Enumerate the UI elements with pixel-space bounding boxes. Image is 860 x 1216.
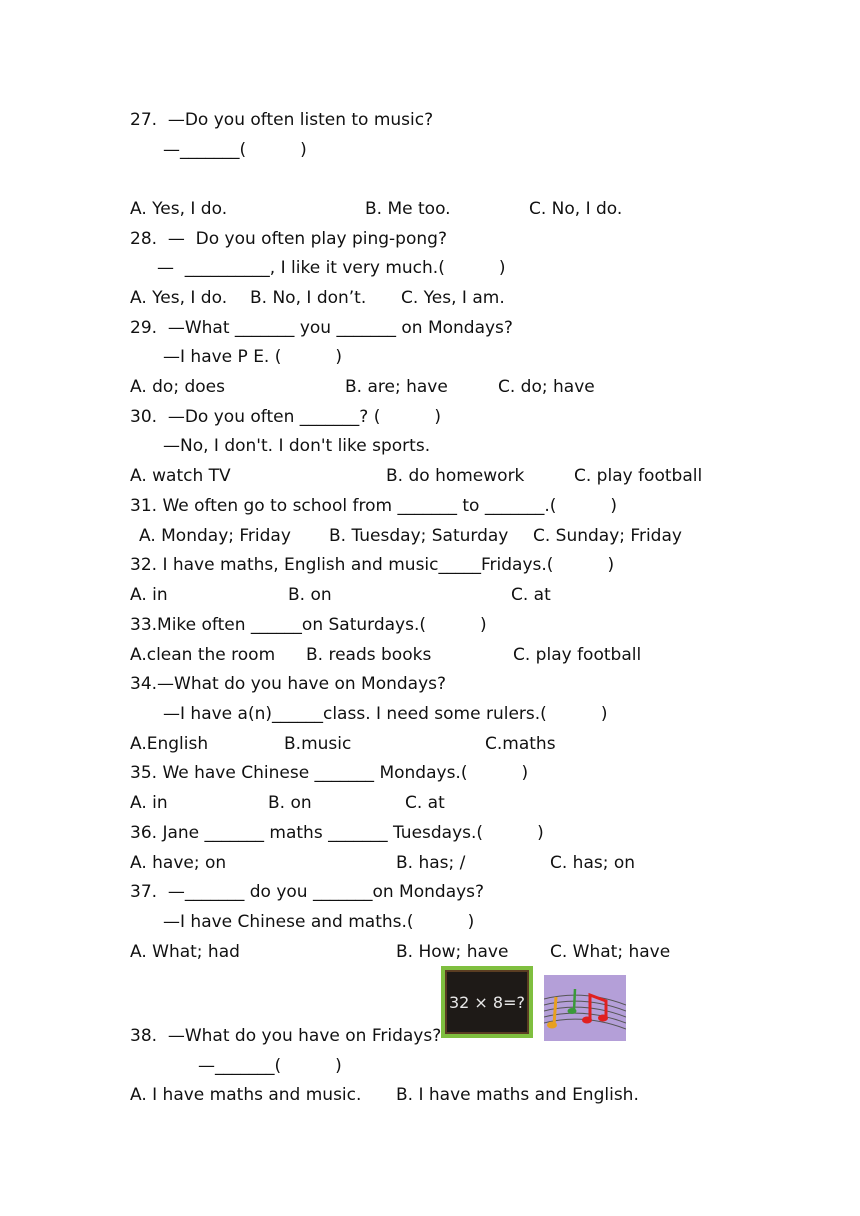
q30-option-a: A. watch TV <box>130 466 231 486</box>
q28-option-b: B. No, I don’t. <box>250 288 367 308</box>
q31-option-c: C. Sunday; Friday <box>533 526 682 546</box>
q34-option-c: C.maths <box>485 734 556 754</box>
q33-option-b: B. reads books <box>306 645 432 665</box>
q27-answer-line: —_______( ) <box>163 140 307 160</box>
q37-option-c: C. What; have <box>550 942 671 962</box>
q29-option-b: B. are; have <box>345 377 448 397</box>
q34-option-a: A.English <box>130 734 209 754</box>
q28-option-a: A. Yes, I do. <box>130 288 228 308</box>
q31-question: 31. We often go to school from _______ to _______.( ) <box>130 496 618 516</box>
q32-question: 32. I have maths, English and music_____Fridays.( ) <box>130 555 615 575</box>
blackboard-image <box>441 966 533 1038</box>
q29-question: 29. —What _______ you _______ on Mondays? <box>130 318 513 338</box>
q38-option-a: A. I have maths and music. <box>130 1085 362 1105</box>
q35-question: 35. We have Chinese _______ Mondays.( ) <box>130 763 529 783</box>
q36-question: 36. Jane _______ maths _______ Tuesdays.( ) <box>130 823 544 843</box>
q34-answer-line: —I have a(n)______class. I need some rulers.( ) <box>163 704 608 724</box>
q35-option-c: C. at <box>405 793 445 813</box>
q27-option-b: B. Me too. <box>365 199 451 219</box>
q37-option-b: B. How; have <box>396 942 509 962</box>
q38-option-b: B. I have maths and English. <box>396 1085 639 1105</box>
q33-question: 33.Mike often ______on Saturdays.( ) <box>130 615 487 635</box>
q37-option-a: A. What; had <box>130 942 240 962</box>
q27-option-a: A. Yes, I do. <box>130 199 228 219</box>
q34-question: 34.—What do you have on Mondays? <box>130 674 447 694</box>
q30-question: 30. —Do you often _______? ( ) <box>130 407 441 427</box>
music-notes-image <box>544 975 626 1041</box>
q30-answer-line: —No, I don't. I don't like sports. <box>163 436 431 456</box>
q31-option-b: B. Tuesday; Saturday <box>329 526 509 546</box>
q35-option-b: B. on <box>268 793 312 813</box>
q33-option-a: A.clean the room <box>130 645 276 665</box>
q38-question: 38. —What do you have on Fridays? <box>130 1026 442 1046</box>
blackboard-text: 32 × 8=? <box>445 970 529 1034</box>
q32-option-b: B. on <box>288 585 332 605</box>
q30-option-b: B. do homework <box>386 466 525 486</box>
q37-answer-line: —I have Chinese and maths.( ) <box>163 912 475 932</box>
q29-answer-line: —I have P E. ( ) <box>163 347 343 367</box>
q35-option-a: A. in <box>130 793 168 813</box>
q27-option-c: C. No, I do. <box>529 199 623 219</box>
q27-question: 27. —Do you often listen to music? <box>130 110 434 130</box>
q29-option-c: C. do; have <box>498 377 595 397</box>
q32-option-a: A. in <box>130 585 168 605</box>
q36-option-a: A. have; on <box>130 853 227 873</box>
music-notes-icon <box>544 975 626 1041</box>
q37-question: 37. —_______ do you _______on Mondays? <box>130 882 485 902</box>
q36-option-b: B. has; / <box>396 853 466 873</box>
q28-option-c: C. Yes, I am. <box>401 288 505 308</box>
q28-answer-line: — __________, I like it very much.( ) <box>157 258 506 278</box>
q31-option-a: A. Monday; Friday <box>139 526 291 546</box>
q29-option-a: A. do; does <box>130 377 225 397</box>
q30-option-c: C. play football <box>574 466 703 486</box>
q28-question: 28. — Do you often play ping-pong? <box>130 229 447 249</box>
q36-option-c: C. has; on <box>550 853 636 873</box>
q33-option-c: C. play football <box>513 645 642 665</box>
q32-option-c: C. at <box>511 585 551 605</box>
q34-option-b: B.music <box>284 734 352 754</box>
q38-answer-line: —_______( ) <box>198 1056 342 1076</box>
